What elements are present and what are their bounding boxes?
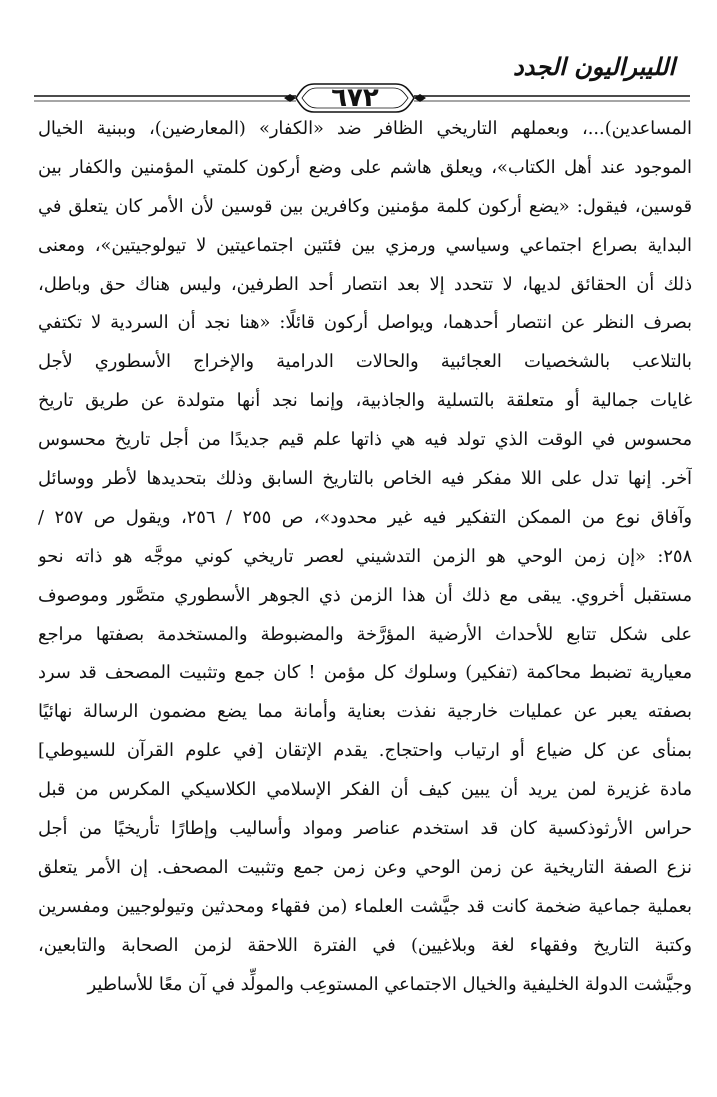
text-line: المساعدين)...، وبعملهم التاريخي الظافر ضد «الكفار» (المعارضين)، وببنية الخيال <box>38 118 692 139</box>
text-line: مستقبل أخروي. يبقى مع ذلك أن هذا الزمن ذي الجوهر الأسطوري متصَّور وموصوف <box>38 584 692 606</box>
text-line: معيارية تضبط محاكمة (تفكير) وسلوك كل مؤمن ! كان جمع وتثبيت المصحف قد سرد <box>38 662 692 684</box>
text-line: آخر. إنها تدل على اللا مفكر فيه الخاص بالتاريخ السابق وذلك بتحديدها لأطر ووسائل <box>38 468 692 490</box>
text-line: وجيَّشت الدولة الخليفية والخيال الاجتماعي المستوعِب والمولِّد في آن معًا للأساطير <box>87 973 692 995</box>
body-text <box>38 110 692 1004</box>
text-line: غايات جمالية أو متعلقة بالتسلية والجاذبية، وإنما نجد أنها متولدة عن طريق تاريخ <box>38 390 692 412</box>
text-line: بالتلاعب بالشخصيات العجائبية والحالات الدرامية والإخراج الأسطوري لأجل <box>38 351 692 373</box>
text-line: وآفاق نوع من الممكن التفكير فيه غير محدود»، ص ٢٥٥ / ٢٥٦، ويقول ص ٢٥٧ / <box>38 506 692 528</box>
text-line: بعملية جماعية ضخمة كانت قد جيَّشت العلماء (من فقهاء ومحدثين وتيولوجيين ومفسرين <box>38 895 692 917</box>
text-line: بصفته يعبر عن عمليات خارجية نفذت بعناية وأمانة مما يضع مضمون الرسالة نهائيًا <box>38 701 692 723</box>
text-line: ٢٥٨: «إن زمن الوحي هو الزمن التدشيني لعصر تاريخي كوني موجَّه هو ذاته نحو <box>38 545 692 567</box>
text-line: ذلك أن الحقائق لديها، لا تتحدد إلا بعد انتصار أحد الطرفين، وليس هناك حق وباطل، <box>38 273 692 295</box>
text-line: بمنأى عن كل ضياع أو ارتياب واحتجاج. يقدم الإتقان [في علوم القرآن للسيوطي] <box>38 740 692 762</box>
text-line: حراس الأرثوذكسية كان قد استخدم عناصر ومواد وأساليب وإطارًا تأريخيًا من أجل <box>38 818 692 840</box>
text-line: الموجود عند أهل الكتاب»، ويعلق هاشم على وضع أركون كلمتي المؤمنين والكفار بين <box>38 156 692 178</box>
text-line: مادة غزيرة لمن يريد أن يبين كيف أن الفكر الإسلامي الكلاسيكي المكرس من قبل <box>38 779 692 801</box>
page-number: ٦٧٢ <box>331 83 379 113</box>
text-line: على شكل تتابع للأحداث الأرضية المؤرَّخة والمضبوطة والمستخدمة بصفتها مراجع <box>38 623 692 645</box>
text-line: محسوس في الوقت الذي تولد فيه هي ذاتها علم قيم جديدًا من أجل تاريخ محسوس <box>38 429 692 451</box>
running-title: الليبراليون الجدد <box>512 53 675 81</box>
text-line: بصرف النظر عن انتصار أحدهما، ويواصل أركون قائلًا: «هنا نجد أن السردية لا تكتفي <box>38 312 692 334</box>
text-line: نزع الصفة التاريخية عن زمن الوحي وعن زمن جمع وتثبيت المصحف. إن الأمر يتعلق <box>38 856 692 878</box>
text-line: قوسين، فيقول: «يضع أركون كلمة مؤمنين وكافرين بين قوسين لأن الأمر كان يتعلق في <box>38 195 692 217</box>
text-line: البداية بصراع اجتماعي وسياسي ورمزي بين فئتين اجتماعيتين لا تيولوجيتين»، ومعنى <box>38 234 692 256</box>
text-line: وكتبة التاريخ وفقهاء لغة وبلاغيين) في الفترة اللاحقة لزمن الصحابة والتابعين، <box>38 934 692 956</box>
